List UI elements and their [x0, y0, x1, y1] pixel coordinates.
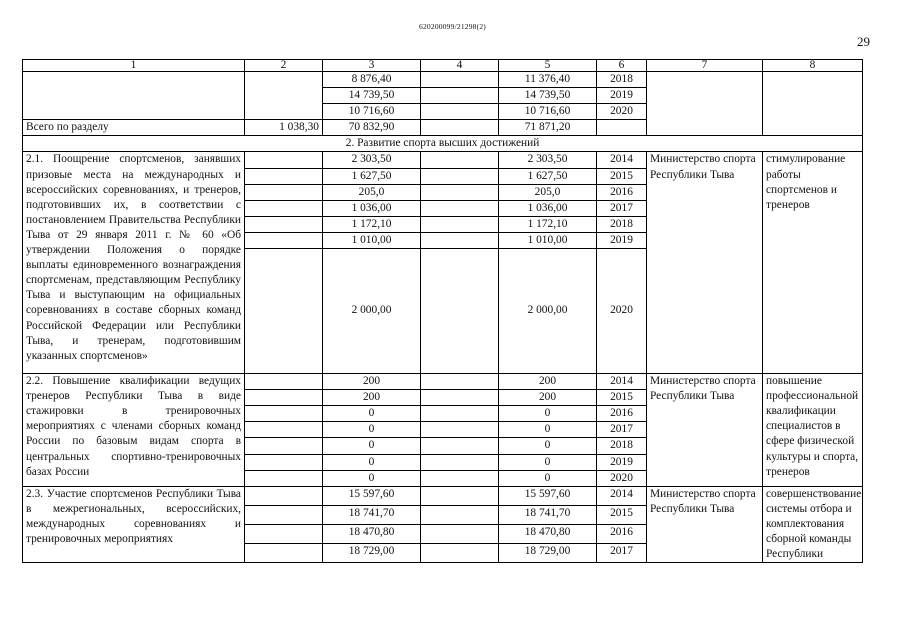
amount-cell: 1 010,00 [499, 232, 597, 248]
table-row [23, 374, 863, 390]
year-cell: 2014 [597, 486, 647, 505]
year-cell: 2017 [597, 422, 647, 438]
empty-cell [245, 438, 323, 454]
column-number: 4 [421, 60, 499, 72]
column-number: 6 [597, 60, 647, 72]
empty-cell [421, 422, 499, 438]
amount-cell: 18 741,70 [323, 505, 421, 524]
amount-cell: 0 [499, 422, 597, 438]
amount-cell: 2 000,00 [323, 249, 421, 374]
executor-cell: Министерство спорта Республики Тыва [647, 152, 763, 374]
empty-cell [245, 406, 323, 422]
year-cell: 2017 [597, 200, 647, 216]
year-cell: 2020 [597, 470, 647, 486]
empty-cell [647, 72, 763, 136]
amount-cell: 14 739,50 [499, 88, 597, 104]
empty-cell [421, 390, 499, 406]
empty-cell [245, 505, 323, 524]
measure-name: 2.2. Повышение квалификации ведущих тренеров Республики Тыва в виде стажировки в тренировочных мероприятиях с членами сборных команд России по базовым видам спорта в центральных спортивно-тренировочных базах России [23, 374, 245, 487]
amount-cell: 18 729,00 [323, 544, 421, 563]
year-cell: 2016 [597, 184, 647, 200]
empty-cell [763, 72, 863, 136]
amount-cell: 200 [323, 374, 421, 390]
executor-cell: Министерство спорта Республики Тыва [647, 486, 763, 562]
empty-cell [245, 232, 323, 248]
empty-cell [245, 374, 323, 390]
amount-cell: 0 [499, 454, 597, 470]
amount-cell: 15 597,60 [499, 486, 597, 505]
total-c2: 1 038,30 [245, 120, 323, 136]
amount-cell: 205,0 [499, 184, 597, 200]
empty-cell [421, 104, 499, 120]
year-cell: 2016 [597, 524, 647, 543]
empty-cell [245, 454, 323, 470]
empty-cell [421, 544, 499, 563]
year-cell: 2019 [597, 88, 647, 104]
empty-cell [245, 200, 323, 216]
amount-cell: 205,0 [323, 184, 421, 200]
result-cell: совершенствование системы отбора и комплектования сборной команды Республики [763, 486, 863, 562]
amount-cell: 200 [499, 390, 597, 406]
amount-cell: 2 303,50 [323, 152, 421, 168]
column-number: 5 [499, 60, 597, 72]
amount-cell: 2 000,00 [499, 249, 597, 374]
amount-cell: 200 [323, 390, 421, 406]
empty-cell [421, 406, 499, 422]
empty-cell [421, 152, 499, 168]
total-c5: 71 871,20 [499, 120, 597, 136]
amount-cell: 200 [499, 374, 597, 390]
column-number: 1 [23, 60, 245, 72]
amount-cell: 0 [499, 438, 597, 454]
amount-cell: 1 627,50 [323, 168, 421, 184]
amount-cell: 0 [499, 470, 597, 486]
result-cell: стимулирование работы спортсменов и тренеров [763, 152, 863, 374]
empty-cell [597, 120, 647, 136]
section-title: 2. Развитие спорта высших достижений [23, 136, 863, 152]
empty-cell [245, 184, 323, 200]
table-row [23, 72, 863, 88]
amount-cell: 1 172,10 [499, 216, 597, 232]
year-cell: 2015 [597, 168, 647, 184]
empty-cell [421, 168, 499, 184]
amount-cell: 1 627,50 [499, 168, 597, 184]
executor-cell: Министерство спорта Республики Тыва [647, 374, 763, 487]
column-number: 7 [647, 60, 763, 72]
amount-cell: 0 [499, 406, 597, 422]
year-cell: 2014 [597, 374, 647, 390]
amount-cell: 10 716,60 [323, 104, 421, 120]
empty-cell [421, 232, 499, 248]
document-id: 620200099/21298(2) [419, 22, 486, 31]
year-cell: 2019 [597, 232, 647, 248]
empty-cell [421, 454, 499, 470]
program-table [22, 59, 863, 563]
empty-cell [421, 184, 499, 200]
amount-cell: 14 739,50 [323, 88, 421, 104]
amount-cell: 0 [323, 454, 421, 470]
total-c3: 70 832,90 [323, 120, 421, 136]
measure-name: 2.3. Участие спортсменов Республики Тыва в межрегиональных, всероссийских, международных соревнованиях и тренировочных мероприятиях [23, 486, 245, 562]
empty-cell [421, 374, 499, 390]
column-number: 3 [323, 60, 421, 72]
amount-cell: 1 010,00 [323, 232, 421, 248]
measure-name: 2.1. Поощрение спортсменов, занявших призовые места на международных и всероссийских соревнованиях, и тренеров, подготовивших их, в соответствии с постановлением Правительства Республики Тыва от 29 января 2011 г. № 60 «Об утверждении Положения о порядке выплаты единовременного вознаграждения спортсменам, представляющим Республику Тыва и выступающим на официальных соревнованиях в составе сборных команд Российской Федерации или Республики Тыва, и тренерам, подготовившим указанных спортсменов» [23, 152, 245, 374]
empty-cell [245, 524, 323, 543]
total-label: Всего по разделу [23, 120, 245, 136]
empty-cell [245, 216, 323, 232]
column-number: 2 [245, 60, 323, 72]
amount-cell: 18 470,80 [499, 524, 597, 543]
amount-cell: 0 [323, 406, 421, 422]
year-cell: 2017 [597, 544, 647, 563]
year-cell: 2018 [597, 438, 647, 454]
year-cell: 2015 [597, 505, 647, 524]
amount-cell: 18 741,70 [499, 505, 597, 524]
result-cell: повышение профессиональной квалификации специалистов в сфере физической культуры и спорта, тренеров [763, 374, 863, 487]
table-row [23, 152, 863, 168]
amount-cell: 0 [323, 438, 421, 454]
year-cell: 2016 [597, 406, 647, 422]
empty-cell [245, 152, 323, 168]
empty-cell [245, 470, 323, 486]
column-number-row [23, 60, 863, 72]
empty-cell [245, 390, 323, 406]
amount-cell: 15 597,60 [323, 486, 421, 505]
empty-cell [245, 486, 323, 505]
amount-cell: 11 376,40 [499, 72, 597, 88]
empty-cell [421, 486, 499, 505]
year-cell: 2019 [597, 454, 647, 470]
empty-cell [421, 524, 499, 543]
year-cell: 2020 [597, 104, 647, 120]
amount-cell: 1 036,00 [323, 200, 421, 216]
empty-cell [245, 544, 323, 563]
empty-cell [23, 72, 245, 120]
empty-cell [245, 72, 323, 120]
amount-cell: 1 172,10 [323, 216, 421, 232]
page-number: 29 [857, 34, 870, 49]
year-cell: 2018 [597, 216, 647, 232]
amount-cell: 0 [323, 470, 421, 486]
empty-cell [245, 168, 323, 184]
table-row [23, 486, 863, 505]
amount-cell: 0 [323, 422, 421, 438]
empty-cell [421, 200, 499, 216]
year-cell: 2015 [597, 390, 647, 406]
empty-cell [421, 88, 499, 104]
empty-cell [421, 120, 499, 136]
empty-cell [421, 249, 499, 374]
amount-cell: 8 876,40 [323, 72, 421, 88]
empty-cell [245, 422, 323, 438]
section-row [23, 136, 863, 152]
empty-cell [421, 505, 499, 524]
year-cell: 2020 [597, 249, 647, 374]
column-number: 8 [763, 60, 863, 72]
amount-cell: 2 303,50 [499, 152, 597, 168]
amount-cell: 10 716,60 [499, 104, 597, 120]
amount-cell: 18 470,80 [323, 524, 421, 543]
empty-cell [421, 72, 499, 88]
amount-cell: 18 729,00 [499, 544, 597, 563]
empty-cell [421, 470, 499, 486]
year-cell: 2018 [597, 72, 647, 88]
empty-cell [421, 216, 499, 232]
year-cell: 2014 [597, 152, 647, 168]
empty-cell [245, 249, 323, 374]
amount-cell: 1 036,00 [499, 200, 597, 216]
empty-cell [421, 438, 499, 454]
